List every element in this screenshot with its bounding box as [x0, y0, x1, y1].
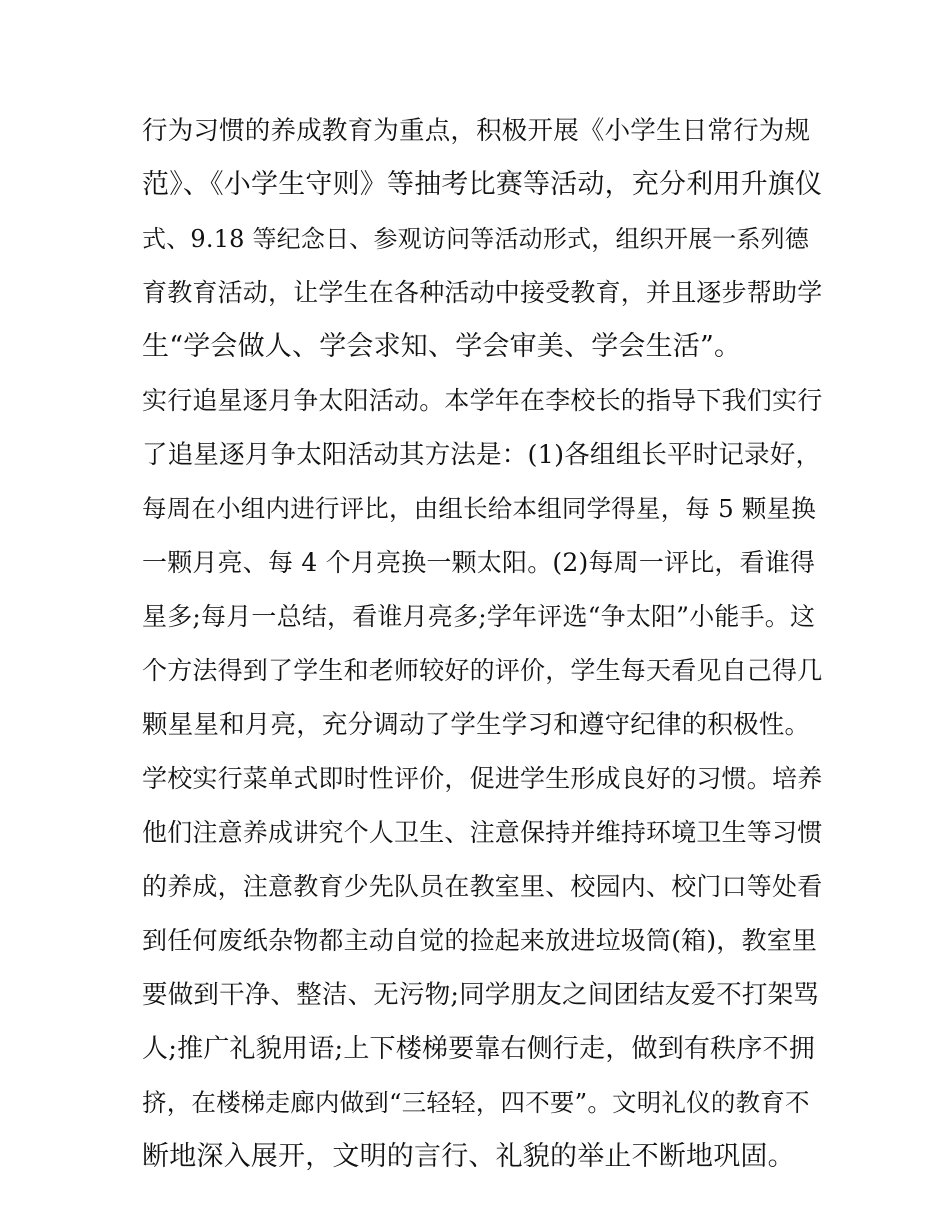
text-line: 要做到干净、整洁、无污物;同学朋友之间团结友爱不打架骂 [142, 980, 819, 1010]
text-line: 每周在小组内进行评比，由组长给本组同学得星，每 5 颗星换 [142, 494, 816, 523]
text-line: 人;推广礼貌用语;上下楼梯要靠右侧行走，做到有秩序不拥 [142, 1034, 815, 1064]
text-line: 个方法得到了学生和老师较好的评价，学生每天看见自己得几 [142, 656, 823, 685]
text-line: 生“学会做人、学会求知、学会审美、学会生活”。 [142, 331, 742, 362]
text-line: 了追星逐月争太阳活动其方法是：(1)各组组长平时记录好， [142, 440, 822, 470]
text-line: 挤，在楼梯走廊内做到“三轻轻，四不要”。文明礼仪的教育不 [142, 1088, 810, 1117]
text-line: 星多;每月一总结，看谁月亮多;学年评选“争太阳”小能手。这 [142, 602, 816, 631]
text-line: 的养成，注意教育少先队员在教室里、校园内、校门口等处看 [142, 872, 823, 901]
text-line: 实行追星逐月争太阳活动。本学年在李校长的指导下我们实行 [142, 386, 823, 415]
text-line: 学校实行菜单式即时性评价，促进学生形成良好的习惯。培养 [142, 764, 823, 793]
text-line: 一颗月亮、每 4 个月亮换一颗太阳。(2)每周一评比，看谁得 [142, 548, 816, 577]
body-text [142, 104, 822, 1184]
text-line: 颗星星和月亮，充分调动了学生学习和遵守纪律的积极性。 [142, 710, 811, 740]
text-line: 行为习惯的养成教育为重点，积极开展《小学生日常行为规 [142, 116, 811, 146]
text-line: 断地深入展开，文明的言行、礼貌的举止不断地巩固。 [142, 1141, 795, 1172]
text-line: 他们注意养成讲究个人卫生、注意保持并维持环境卫生等习惯 [142, 818, 823, 847]
text-line: 式、9.18 等纪念日、参观访问等活动形式，组织开展一系列德 [142, 225, 810, 253]
text-line: 范》、《小学生守则》等抽考比赛等活动，充分利用升旗仪 [142, 169, 823, 200]
text-line: 到任何废纸杂物都主动自觉的捡起来放进垃圾筒(箱)，教室里 [142, 926, 818, 955]
text-line: 育教育活动，让学生在各种活动中接受教育，并且逐步帮助学 [142, 278, 823, 307]
